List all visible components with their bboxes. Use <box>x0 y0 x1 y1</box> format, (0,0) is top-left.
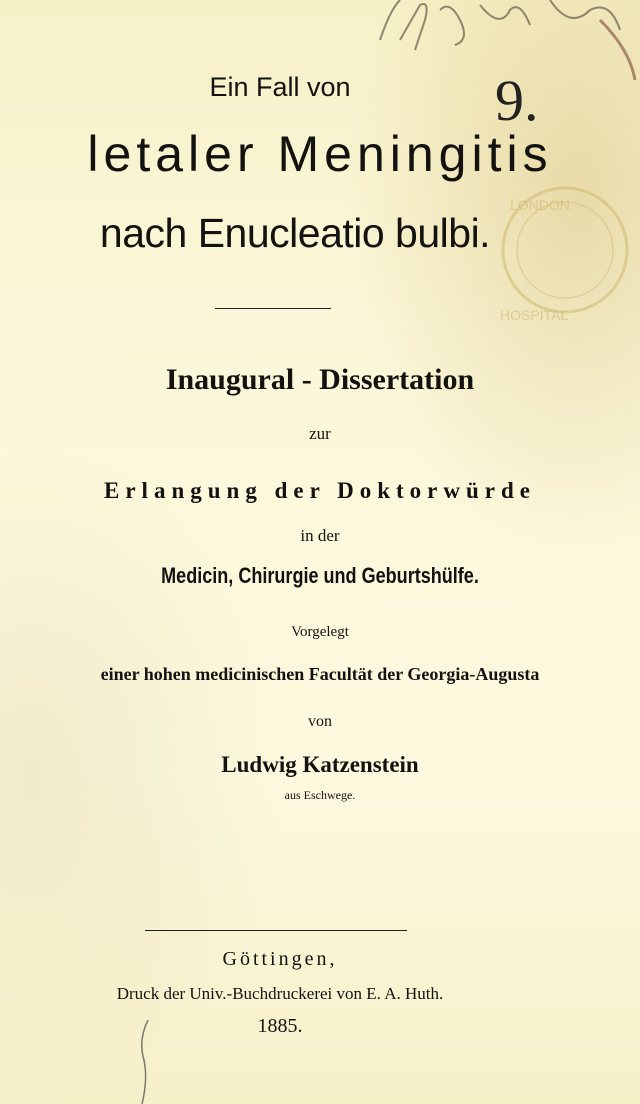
title-main: letaler Meningitis <box>87 126 553 182</box>
pencil-mark <box>130 1020 160 1104</box>
text-in-der: in der <box>300 526 340 545</box>
dissertation-heading: Inaugural - Dissertation <box>165 363 475 396</box>
publication-year: 1885. <box>257 1015 303 1037</box>
author-name: Ludwig Katzenstein <box>221 752 419 777</box>
divider-rule <box>215 308 331 309</box>
svg-text:LONDON: LONDON <box>510 197 570 213</box>
svg-text:HOSPITAL: HOSPITAL <box>500 307 569 323</box>
handwritten-signature <box>360 0 640 140</box>
title-subtitle: nach Enucleatio bulbi. <box>99 210 491 256</box>
author-origin: aus Eschwege. <box>284 788 356 802</box>
text-zur: zur <box>309 424 331 443</box>
text-vorgelegt: Vorgelegt <box>291 624 349 640</box>
title-line-1: Ein Fall von <box>209 72 351 102</box>
university-line: einer hohen medicinischen Facultät der Georgia-Augusta <box>100 664 540 684</box>
text-von: von <box>308 713 332 730</box>
svg-text:9.: 9. <box>495 68 539 133</box>
divider-rule-bottom <box>145 930 407 931</box>
faculty-subjects: Medicin, Chirurgie und Geburtshülfe. <box>161 563 479 588</box>
publication-place: Göttingen, <box>222 948 338 970</box>
printer-line: Druck der Univ.-Buchdruckerei von E. A. Huth. <box>116 984 444 1003</box>
degree-line: Erlangung der Doktorwürde <box>104 478 536 503</box>
library-stamp <box>470 180 640 340</box>
